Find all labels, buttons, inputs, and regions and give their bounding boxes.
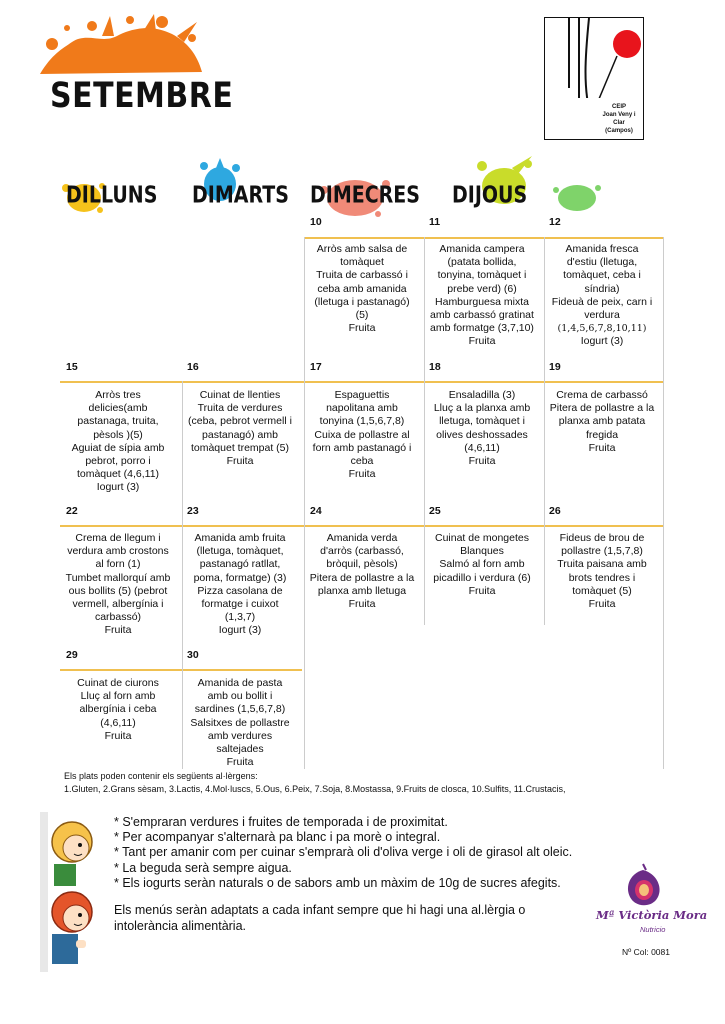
day-number: 17 — [310, 361, 322, 373]
day-name-wednesday: DIMECRES — [310, 182, 420, 209]
header-divider — [304, 237, 664, 239]
day-name-tuesday: DIMARTS — [192, 182, 289, 209]
menu-cell: Amanida de pasta amb ou bollit i sardines (1,5,6,7,8) Salsitxes de pollastre amb verdures saltejades Fruita — [190, 677, 290, 769]
day-number: 18 — [429, 361, 441, 373]
day-number: 22 — [66, 505, 78, 517]
note-item: * Per acompanyar s'alternarà pa blanc i pa morè o integral. — [114, 830, 441, 845]
day-name-monday: DILLUNS — [66, 182, 158, 209]
day-number: 26 — [549, 505, 561, 517]
school-logo-icon — [545, 18, 645, 98]
menu-cell: Cuinat de llenties Truita de verdures (ceba, pebrot vermell i pastanagó) amb tomàquet trempat (5) Fruita — [188, 389, 292, 468]
note-item: * S'empraran verdures i fruites de temporada i de proximitat. — [114, 815, 448, 829]
day-number: 12 — [549, 216, 561, 228]
day-number: 11 — [429, 216, 441, 228]
menu-cell: Espaguettis napolitana amb tonyina (1,5,6,7,8) Cuixa de pollastre al forn amb pastanagó i ceba Fruita — [312, 389, 412, 481]
day-number: 29 — [66, 649, 78, 661]
menu-cell: Crema de carbassó Pitera de pollastre a la planxa amb patata fregida Fruita — [549, 389, 655, 454]
green-splash-decoration — [552, 180, 602, 214]
nutritionist-name: Mª Victòria Mora — [596, 908, 708, 922]
day-number: 25 — [429, 505, 441, 517]
children-illustration — [40, 812, 110, 972]
day-number: 15 — [66, 361, 78, 373]
menu-notes — [114, 815, 572, 891]
day-number: 23 — [187, 505, 199, 517]
header-divider — [60, 669, 302, 671]
menu-cell: Amanida fresca d'estiu (lletuga, tomàquet, ceba i síndria) Fideuà de peix, carn i verdura (1,4,5,6,7,8,10,11) Iogurt (3) — [551, 243, 653, 348]
menu-cell: Amanida verda d'arròs (carbassó, bròquil, pèsols) Pitera de pollastre a la planxa amb lletuga Fruita — [309, 532, 415, 611]
grid-divider — [424, 237, 425, 625]
nutritionist-title: Nutricio — [640, 925, 666, 934]
adaptation-note: Els menús seràn adaptats a cada infant sempre que hi hagi una al.lèrgia o intolerància alimentària. — [114, 903, 526, 933]
menu-cell: Fideus de brou de pollastre (1,5,7,8) Truita paisana amb brots tendres i tomàquet (5) Fruita — [557, 532, 647, 611]
menu-cell: Amanida amb fruita (lletuga, tomàquet, pastanagó ratllat, poma, formatge) (3) Pizza casolana de formatge i cuixot (1,3,7) Iogurt (3) — [193, 532, 287, 637]
fig-icon — [618, 860, 668, 908]
grid-divider — [182, 381, 183, 769]
menu-cell: Cuinat de mongetes Blanques Salmó al forn amb picadillo i verdura (6) Fruita — [433, 532, 531, 597]
header-divider — [60, 381, 664, 383]
day-number: 16 — [187, 361, 199, 373]
grid-divider — [304, 237, 305, 769]
menu-cell: Cuinat de ciurons Lluç al forn amb albergínia i ceba (4,6,11) Fruita — [77, 677, 159, 742]
month-title: SETEMBRE — [50, 76, 234, 117]
day-number: 10 — [310, 216, 322, 228]
note-item: * Els iogurts seràn naturals o de sabors amb un màxim de 10g de sucres afegits. — [114, 875, 561, 890]
menu-cell: Ensaladilla (3) Lluç a la planxa amb lletuga, tomàquet i olives deshossades (4,6,11) Fruita — [433, 389, 531, 468]
menu-cell: Amanida campera (patata bollida, tonyina, tomàquet i prebe verd) (6) Hamburguesa mixta amb carbassó gratinat amb formatge (3,7,10) Fruita — [430, 243, 534, 348]
allergen-list: 1.Gluten, 2.Grans sèsam, 3.Lactis, 4.Mol·luscs, 5.Ous, 6.Peix, 7.Soja, 8.Mostassa, 9.Fruits de closca, 10.Sulfits, 11.Crustacis, — [64, 784, 566, 794]
header-divider — [60, 525, 664, 527]
day-number: 24 — [310, 505, 322, 517]
menu-cell: Crema de llegum i verdura amb crostons al forn (1) Tumbet mallorquí amb ous bollits (5) (pebrot vermell, albergínia i carbassó) Fruita — [65, 532, 171, 637]
day-number: 30 — [187, 649, 199, 661]
allergen-title: Els plats poden contenir els següents al·lèrgens: — [64, 771, 258, 781]
school-name: CEIP Joan Veny i Clar (Campos) — [602, 104, 636, 134]
note-item: * La beguda serà sempre aigua. — [114, 860, 292, 875]
note-item: * Tant per amanir com per cuinar s'emprarà oli d'oliva verge i oli de girasol alt oleic. — [114, 845, 573, 860]
grid-divider — [544, 237, 545, 625]
day-name-thursday: DIJOUS — [452, 182, 528, 209]
school-logo — [544, 17, 644, 140]
grid-divider — [663, 237, 664, 769]
collegiate-number: Nº Col: 0081 — [622, 947, 670, 957]
day-number: 19 — [549, 361, 561, 373]
menu-cell: Arròs tres delicies(amb pastanaga, truita, pèsols )(5) Aguiat de sípia amb pebrot, porro i tomàquet (4,6,11) Iogurt (3) — [71, 389, 165, 494]
menu-cell: Arròs amb salsa de tomàquet Truita de carbassó i ceba amb amanida (lletuga i pastanagó) (5) Fruita — [314, 243, 410, 335]
